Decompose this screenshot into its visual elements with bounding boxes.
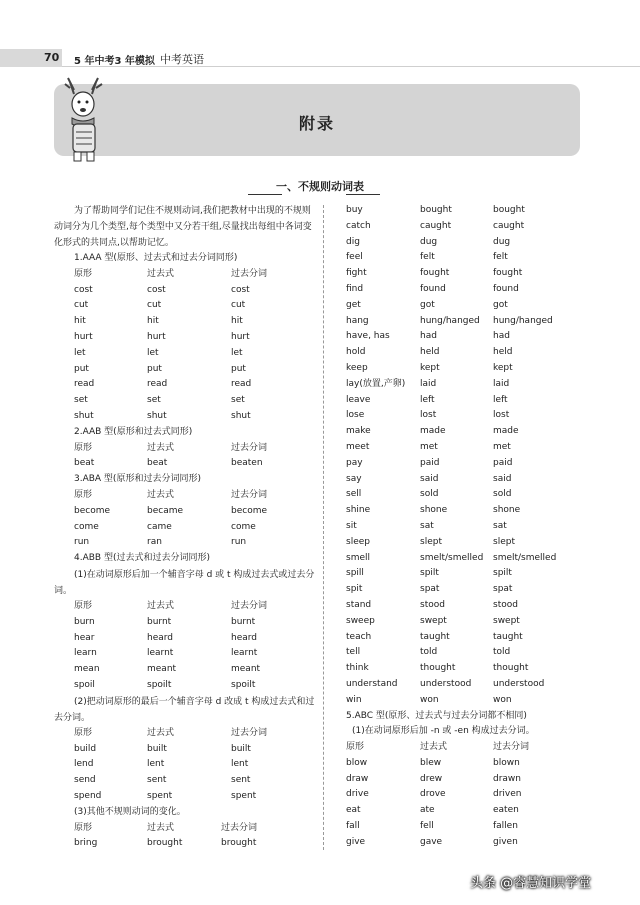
section-title: 一、不规则动词表 bbox=[276, 180, 364, 193]
abb-subgroup-2-note: (2)把动词原形的最后一个辅音字母 d 改成 t 构成过去式和过去分词。 bbox=[54, 696, 315, 723]
past-tense: sold bbox=[420, 489, 439, 500]
table-row bbox=[346, 661, 586, 677]
base-form: buy bbox=[346, 205, 363, 215]
table-row bbox=[54, 836, 316, 852]
table-row bbox=[346, 203, 586, 219]
past-participle: paid bbox=[493, 457, 513, 468]
abb-subgroup-3-note: (3)其他不规则动词的变化。 bbox=[74, 806, 186, 817]
past-participle: shut bbox=[231, 410, 251, 421]
past-participle: understood bbox=[493, 678, 545, 689]
table-header: 原形 过去式 过去分词 bbox=[74, 727, 268, 738]
past-tense: ran bbox=[147, 537, 162, 548]
past-participle: sat bbox=[493, 520, 507, 531]
base-form: pay bbox=[346, 457, 363, 468]
banner-title: 附录 bbox=[298, 114, 335, 133]
base-form: fight bbox=[346, 268, 367, 279]
past-tense: came bbox=[147, 521, 172, 532]
aaa-group-title: 1.AAA 型(原形、过去式和过去分词同形) bbox=[74, 253, 238, 263]
aab-group-title: 2.AAB 型(原形和过去式同形) bbox=[74, 426, 193, 437]
base-form: stand bbox=[346, 599, 372, 610]
past-participle: meant bbox=[231, 664, 261, 675]
table-row bbox=[346, 266, 586, 282]
table-row bbox=[54, 283, 316, 299]
past-tense: told bbox=[420, 647, 438, 658]
base-form: beat bbox=[74, 458, 95, 469]
past-tense: brought bbox=[147, 838, 183, 849]
abc-subgroup-1-note: (1)在动词原形后加 -n 或 -en 构成过去分词。 bbox=[352, 726, 535, 737]
abb-group-title: 4.ABB 型(过去式和过去分词同形) bbox=[74, 553, 210, 564]
past-tense: sat bbox=[420, 520, 434, 531]
base-form: shut bbox=[74, 410, 94, 421]
past-participle: dug bbox=[493, 236, 511, 247]
past-participle: spent bbox=[231, 790, 257, 801]
book-title: 5 年中考3 年模拟 bbox=[74, 56, 155, 67]
table-row bbox=[346, 803, 586, 819]
past-participle: spilt bbox=[493, 568, 512, 579]
past-tense: spilt bbox=[420, 568, 439, 579]
past-tense: caught bbox=[420, 220, 452, 231]
table-row bbox=[346, 756, 586, 772]
base-form: run bbox=[74, 537, 90, 548]
past-tense: lost bbox=[420, 410, 437, 421]
past-tense: fought bbox=[420, 268, 450, 279]
past-participle: left bbox=[493, 394, 508, 405]
table-row bbox=[54, 520, 316, 536]
past-participle: slept bbox=[493, 536, 515, 547]
base-form: spill bbox=[346, 568, 364, 579]
table-header: 原形 过去式 过去分词 bbox=[346, 742, 530, 753]
past-participle: lost bbox=[493, 410, 510, 421]
past-participle: learnt bbox=[231, 648, 258, 659]
table-row bbox=[346, 235, 586, 251]
abc-group-title: 5.ABC 型(原形、过去式与过去分词都不相同) bbox=[346, 710, 527, 721]
base-form: tell bbox=[346, 647, 361, 658]
table-row bbox=[346, 377, 586, 393]
past-participle: swept bbox=[493, 615, 520, 626]
base-form: get bbox=[346, 299, 361, 310]
table-row bbox=[346, 298, 586, 314]
table-row bbox=[346, 614, 586, 630]
intro-paragraph: 为了帮助同学们记住不规则动词,我们把教材中出现的不规则动词分为几个类型,每个类型中又分若干组,尽量找出每组中各词变化形式的共同点,以帮助记忆。 bbox=[54, 206, 312, 248]
past-participle: kept bbox=[493, 362, 513, 373]
past-tense: cut bbox=[147, 300, 162, 311]
past-tense: laid bbox=[420, 378, 437, 389]
table-row bbox=[54, 456, 316, 472]
table-row bbox=[54, 646, 316, 662]
past-participle: run bbox=[231, 537, 247, 548]
table-row bbox=[346, 472, 586, 488]
past-participle: had bbox=[493, 331, 510, 342]
table-row bbox=[54, 409, 316, 425]
past-tense: kept bbox=[420, 362, 440, 373]
table-row bbox=[346, 282, 586, 298]
base-form: cost bbox=[74, 284, 93, 295]
past-participle: brought bbox=[221, 838, 257, 849]
past-tense: cost bbox=[147, 284, 166, 295]
table-row bbox=[54, 615, 316, 631]
past-tense: spat bbox=[420, 584, 440, 595]
past-tense: gave bbox=[420, 836, 443, 847]
base-form: fall bbox=[346, 821, 360, 832]
table-row bbox=[346, 424, 586, 440]
base-form: have, has bbox=[346, 331, 390, 342]
past-participle: burnt bbox=[231, 616, 256, 627]
past-participle: hit bbox=[231, 316, 243, 327]
past-tense: blew bbox=[420, 757, 442, 768]
past-participle: hurt bbox=[231, 331, 250, 342]
past-tense: sent bbox=[147, 775, 167, 786]
past-participle: eaten bbox=[493, 805, 519, 816]
past-participle: beaten bbox=[231, 458, 263, 469]
past-tense: beat bbox=[147, 458, 168, 469]
table-row bbox=[346, 329, 586, 345]
past-participle: told bbox=[493, 647, 511, 658]
subject-label: 中考英语 bbox=[160, 53, 204, 66]
past-participle: thought bbox=[493, 663, 529, 674]
past-participle: taught bbox=[493, 631, 523, 642]
past-tense: shone bbox=[420, 505, 448, 516]
past-tense: drove bbox=[420, 789, 446, 800]
base-form: hurt bbox=[74, 331, 93, 342]
past-tense: felt bbox=[420, 252, 435, 263]
base-form: lend bbox=[74, 759, 94, 770]
base-form: sleep bbox=[346, 536, 370, 547]
past-tense: became bbox=[147, 505, 184, 516]
past-participle: said bbox=[493, 473, 512, 484]
table-row bbox=[346, 787, 586, 803]
past-tense: let bbox=[147, 347, 159, 358]
abb-subgroup-1-note: (1)在动词原形后加一个辅音字母 d 或 t 构成过去式或过去分词。 bbox=[54, 569, 315, 596]
base-form: become bbox=[74, 505, 111, 516]
base-form: set bbox=[74, 395, 88, 406]
table-row bbox=[54, 314, 316, 330]
base-form: understand bbox=[346, 678, 398, 689]
base-form: spoil bbox=[74, 679, 95, 690]
base-form: sweep bbox=[346, 615, 375, 626]
base-form: hang bbox=[346, 315, 369, 326]
base-form: blow bbox=[346, 757, 368, 768]
table-row bbox=[346, 408, 586, 424]
past-tense: got bbox=[420, 299, 435, 310]
table-row bbox=[346, 219, 586, 235]
base-form: keep bbox=[346, 362, 368, 373]
base-form: leave bbox=[346, 394, 371, 405]
base-form: sit bbox=[346, 520, 357, 531]
table-row bbox=[54, 773, 316, 789]
right-column bbox=[346, 203, 586, 851]
table-row bbox=[346, 566, 586, 582]
past-participle: spoilt bbox=[231, 679, 256, 690]
past-tense: won bbox=[420, 694, 439, 705]
past-tense: had bbox=[420, 331, 437, 342]
past-participle: held bbox=[493, 347, 513, 358]
base-form: sell bbox=[346, 489, 362, 500]
base-form: hear bbox=[74, 632, 95, 643]
table-row bbox=[346, 345, 586, 361]
past-participle: sold bbox=[493, 489, 512, 500]
title-rule-right bbox=[346, 194, 380, 195]
base-form: dig bbox=[346, 236, 360, 247]
past-tense: made bbox=[420, 426, 446, 437]
past-participle: driven bbox=[493, 789, 522, 800]
appendix-banner bbox=[54, 84, 580, 156]
past-participle: hung/hanged bbox=[493, 315, 553, 326]
past-tense: dug bbox=[420, 236, 438, 247]
past-tense: bought bbox=[420, 205, 452, 215]
base-form: win bbox=[346, 694, 362, 705]
past-participle: fought bbox=[493, 268, 523, 279]
table-row bbox=[54, 330, 316, 346]
past-tense: met bbox=[420, 441, 438, 452]
base-form: drive bbox=[346, 789, 369, 800]
base-form: say bbox=[346, 473, 362, 484]
base-form: give bbox=[346, 836, 366, 847]
past-participle: met bbox=[493, 441, 511, 452]
base-form: learn bbox=[74, 648, 97, 659]
table-row bbox=[54, 393, 316, 409]
past-tense: thought bbox=[420, 663, 456, 674]
past-participle: found bbox=[493, 283, 519, 294]
base-form: come bbox=[74, 521, 99, 532]
base-form: cut bbox=[74, 300, 89, 311]
past-tense: smelt/smelled bbox=[420, 552, 484, 563]
base-form: think bbox=[346, 663, 369, 674]
base-form: bring bbox=[74, 838, 98, 849]
base-form: hit bbox=[74, 316, 86, 327]
past-participle: put bbox=[231, 363, 246, 374]
past-participle: lent bbox=[231, 759, 249, 770]
past-tense: spent bbox=[147, 790, 173, 801]
table-row bbox=[346, 250, 586, 266]
table-row bbox=[54, 631, 316, 647]
table-row bbox=[346, 456, 586, 472]
past-participle: cut bbox=[231, 300, 246, 311]
base-form: send bbox=[74, 775, 96, 786]
table-row bbox=[346, 582, 586, 598]
past-participle: caught bbox=[493, 220, 525, 231]
past-tense: hurt bbox=[147, 331, 166, 342]
past-tense: taught bbox=[420, 631, 450, 642]
table-row bbox=[346, 551, 586, 567]
past-tense: shut bbox=[147, 410, 167, 421]
past-participle: shone bbox=[493, 505, 521, 516]
watermark: 头条 @睿慧知识学堂 bbox=[470, 876, 592, 891]
past-participle: cost bbox=[231, 284, 250, 295]
past-tense: understood bbox=[420, 678, 472, 689]
left-column bbox=[54, 203, 316, 852]
page-header bbox=[0, 49, 640, 67]
title-rule-left bbox=[248, 194, 282, 195]
aba-group-title: 3.ABA 型(原形和过去分词同形) bbox=[74, 474, 201, 485]
base-form: spit bbox=[346, 584, 363, 595]
past-participle: given bbox=[493, 836, 518, 847]
base-form: burn bbox=[74, 616, 95, 627]
table-header: 原形 过去式 过去分词 bbox=[74, 442, 268, 453]
base-form: make bbox=[346, 426, 371, 437]
past-tense: paid bbox=[420, 457, 440, 468]
past-tense: slept bbox=[420, 536, 442, 547]
table-row bbox=[346, 819, 586, 835]
past-tense: ate bbox=[420, 805, 435, 816]
base-form: build bbox=[74, 743, 97, 754]
table-row bbox=[346, 677, 586, 693]
table-row bbox=[54, 377, 316, 393]
past-participle: laid bbox=[493, 378, 510, 389]
past-participle: sent bbox=[231, 775, 251, 786]
table-row bbox=[346, 645, 586, 661]
base-form: put bbox=[74, 363, 89, 374]
table-row bbox=[346, 835, 586, 851]
table-row bbox=[346, 772, 586, 788]
past-tense: heard bbox=[147, 632, 174, 643]
past-tense: hit bbox=[147, 316, 159, 327]
base-form: shine bbox=[346, 505, 371, 516]
page-number: 70 bbox=[44, 51, 60, 64]
table-row bbox=[346, 487, 586, 503]
past-participle: fallen bbox=[493, 821, 518, 832]
table-row bbox=[54, 757, 316, 773]
past-participle: drawn bbox=[493, 773, 521, 784]
table-header: 原形 过去式 过去分词 bbox=[74, 489, 268, 500]
past-tense: left bbox=[420, 394, 435, 405]
base-form: catch bbox=[346, 220, 371, 231]
past-participle: smelt/smelled bbox=[493, 552, 557, 563]
base-form: smell bbox=[346, 552, 370, 563]
table-row bbox=[346, 503, 586, 519]
table-header: 原形 过去式 过去分词 bbox=[74, 822, 258, 833]
base-form: find bbox=[346, 283, 364, 294]
past-participle: read bbox=[231, 379, 252, 390]
past-participle: made bbox=[493, 426, 519, 437]
deer-mascot-icon bbox=[62, 76, 110, 164]
base-form: let bbox=[74, 347, 86, 358]
past-tense: hung/hanged bbox=[420, 315, 480, 326]
table-row bbox=[346, 693, 586, 709]
table-row bbox=[54, 298, 316, 314]
table-row bbox=[346, 314, 586, 330]
past-participle: become bbox=[231, 505, 268, 516]
past-tense: learnt bbox=[147, 648, 174, 659]
column-divider bbox=[323, 205, 324, 850]
past-tense: stood bbox=[420, 599, 445, 610]
past-tense: read bbox=[147, 379, 168, 390]
table-row bbox=[54, 678, 316, 694]
past-tense: burnt bbox=[147, 616, 172, 627]
past-tense: held bbox=[420, 347, 440, 358]
table-row bbox=[54, 362, 316, 378]
base-form: read bbox=[74, 379, 95, 390]
past-participle: blown bbox=[493, 757, 520, 768]
past-participle: felt bbox=[493, 252, 508, 263]
base-form: teach bbox=[346, 631, 372, 642]
past-tense: meant bbox=[147, 664, 177, 675]
base-form: lose bbox=[346, 410, 365, 421]
past-tense: spoilt bbox=[147, 679, 172, 690]
past-tense: swept bbox=[420, 615, 447, 626]
base-form: draw bbox=[346, 773, 369, 784]
base-form: hold bbox=[346, 347, 366, 358]
table-row bbox=[54, 535, 316, 551]
table-row bbox=[346, 361, 586, 377]
table-row bbox=[346, 598, 586, 614]
past-tense: put bbox=[147, 363, 162, 374]
base-form: mean bbox=[74, 664, 100, 675]
table-row bbox=[54, 504, 316, 520]
past-participle: heard bbox=[231, 632, 258, 643]
base-form: feel bbox=[346, 252, 363, 263]
table-row bbox=[54, 662, 316, 678]
past-participle: let bbox=[231, 347, 243, 358]
past-participle: got bbox=[493, 299, 508, 310]
table-header: 原形 过去式 过去分词 bbox=[74, 268, 268, 279]
table-row bbox=[54, 789, 316, 805]
table-header: 原形 过去式 过去分词 bbox=[74, 600, 268, 611]
base-form: eat bbox=[346, 805, 361, 816]
base-form: spend bbox=[74, 790, 102, 801]
past-participle: bought bbox=[493, 205, 525, 215]
past-participle: built bbox=[231, 743, 251, 754]
past-tense: said bbox=[420, 473, 439, 484]
past-participle: won bbox=[493, 694, 512, 705]
table-row bbox=[346, 630, 586, 646]
table-row bbox=[54, 346, 316, 362]
past-participle: stood bbox=[493, 599, 518, 610]
base-form: meet bbox=[346, 441, 370, 452]
table-row bbox=[346, 440, 586, 456]
base-form: lay(放置,产卵) bbox=[346, 378, 406, 389]
past-tense: drew bbox=[420, 773, 443, 784]
past-tense: set bbox=[147, 395, 161, 406]
past-participle: set bbox=[231, 395, 245, 406]
past-tense: fell bbox=[420, 821, 434, 832]
table-row bbox=[346, 519, 586, 535]
past-participle: spat bbox=[493, 584, 513, 595]
past-participle: come bbox=[231, 521, 256, 532]
table-row bbox=[54, 742, 316, 758]
past-tense: lent bbox=[147, 759, 165, 770]
table-row bbox=[346, 535, 586, 551]
past-tense: built bbox=[147, 743, 167, 754]
table-row bbox=[346, 393, 586, 409]
past-tense: found bbox=[420, 283, 446, 294]
